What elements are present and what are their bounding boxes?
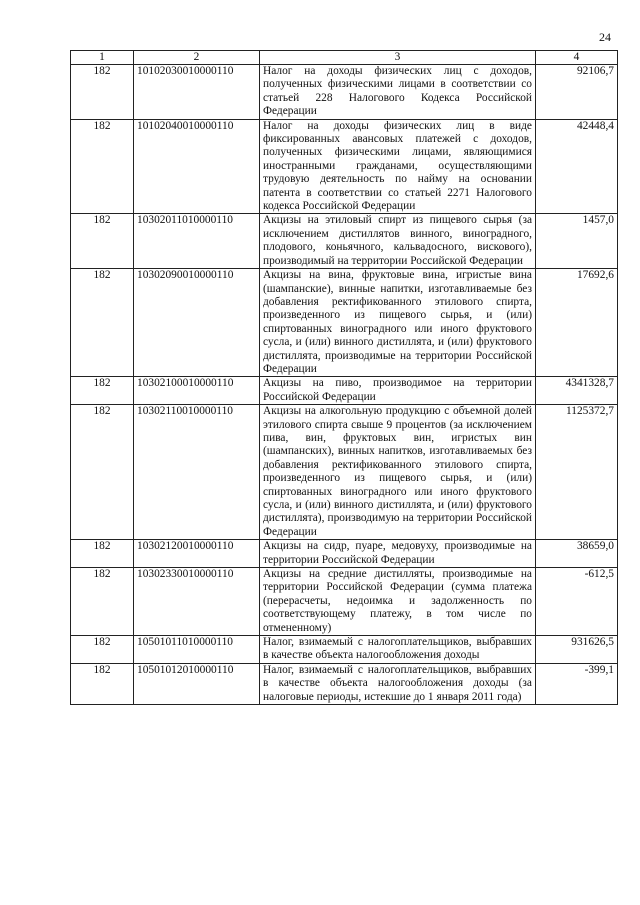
admin-code-cell: 182: [71, 405, 134, 540]
amount-cell: 92106,7: [536, 65, 618, 120]
amount-cell: -612,5: [536, 568, 618, 636]
table-row: [71, 119, 618, 214]
revenue-name-cell: Налог на доходы физических лиц с доходов, полученных физическими лицами в соответствии со статьей 228 Налогового Кодекса Российской Федерации: [260, 65, 536, 120]
table-row: [71, 269, 618, 377]
amount-cell: 17692,6: [536, 269, 618, 377]
amount-cell: -399,1: [536, 663, 618, 704]
revenue-name-cell: Акцизы на сидр, пуаре, медовуху, производимые на территории Российской Федерации: [260, 540, 536, 568]
table-row: [71, 405, 618, 540]
revenue-name-cell: Налог, взимаемый с налогоплательщиков, выбравших в качестве объекта налогообложения доходы: [260, 636, 536, 664]
amount-cell: 4341328,7: [536, 377, 618, 405]
admin-code-cell: 182: [71, 119, 134, 214]
budget-code-cell: 10302120010000110: [134, 540, 260, 568]
budget-code-cell: 10501012010000110: [134, 663, 260, 704]
revenue-name-cell: Акцизы на алкогольную продукцию с объемной долей этилового спирта свыше 9 процентов (за исключением пива, вин, фруктовых вин, игристых вин (шампанских), винных напитков, изготавливаемых без добавления ректификованного этилового спирта, произведенного из пищевого сырья, и (или) спиртованных виноградного или иного фруктового сусла, и (или) винного дистиллята, и (или) фруктового дистиллята), производимую на территории Российской Федерации: [260, 405, 536, 540]
budget-code-cell: 10102040010000110: [134, 119, 260, 214]
revenue-name-cell: Акцизы на этиловый спирт из пищевого сырья (за исключением дистиллятов винного, виноградного, плодового, коньячного, кальвадосного, вискового), производимый на территории Российской Федерации: [260, 214, 536, 269]
budget-code-cell: 10102030010000110: [134, 65, 260, 120]
budget-code-cell: 10302011010000110: [134, 214, 260, 269]
amount-cell: 1125372,7: [536, 405, 618, 540]
table-row: [71, 377, 618, 405]
revenue-name-cell: Налог, взимаемый с налогоплательщиков, выбравших в качестве объекта налогообложения доходы (за налоговые периоды, истекшие до 1 января 2011 года): [260, 663, 536, 704]
table-row: [71, 663, 618, 704]
admin-code-cell: 182: [71, 568, 134, 636]
admin-code-cell: 182: [71, 636, 134, 664]
budget-code-cell: 10302110010000110: [134, 405, 260, 540]
revenue-table: [70, 50, 618, 705]
budget-code-cell: 10302330010000110: [134, 568, 260, 636]
admin-code-cell: 182: [71, 269, 134, 377]
column-header-name: 3: [260, 51, 536, 65]
budget-code-cell: 10302090010000110: [134, 269, 260, 377]
column-header-code: 2: [134, 51, 260, 65]
budget-code-cell: 10302100010000110: [134, 377, 260, 405]
amount-cell: 38659,0: [536, 540, 618, 568]
column-header-admin: 1: [71, 51, 134, 65]
revenue-name-cell: Налог на доходы физических лиц в виде фиксированных авансовых платежей с доходов, полученных физическими лицами, являющимися иностранными гражданами, осуществляющими трудовую деятельность по найму на основании патента в соответствии со статьей 2271 Налогового кодекса Российской Федерации: [260, 119, 536, 214]
revenue-name-cell: Акцизы на вина, фруктовые вина, игристые вина (шампанские), винные напитки, изготавливаемые без добавления ректификованного этилового спирта, произведенного из пищевого сырья, и (или) спиртованных виноградного или иного фруктового сусла, и (или) винного дистиллята, и (или) фруктового дистиллята, производимые на территории Российской Федерации: [260, 269, 536, 377]
amount-cell: 931626,5: [536, 636, 618, 664]
page-number: 24: [599, 30, 611, 44]
revenue-name-cell: Акцизы на пиво, производимое на территории Российской Федерации: [260, 377, 536, 405]
table-row: [71, 540, 618, 568]
admin-code-cell: 182: [71, 663, 134, 704]
admin-code-cell: 182: [71, 377, 134, 405]
amount-cell: 42448,4: [536, 119, 618, 214]
header-row: [71, 51, 618, 65]
amount-cell: 1457,0: [536, 214, 618, 269]
budget-code-cell: 10501011010000110: [134, 636, 260, 664]
table-row: [71, 214, 618, 269]
column-header-amount: 4: [536, 51, 618, 65]
table-row: [71, 636, 618, 664]
admin-code-cell: 182: [71, 214, 134, 269]
admin-code-cell: 182: [71, 65, 134, 120]
revenue-name-cell: Акцизы на средние дистилляты, производимые на территории Российской Федерации (сумма платежа (перерасчеты, недоимка и задолженность по соответствующему платежу, в том числе по отмененному): [260, 568, 536, 636]
admin-code-cell: 182: [71, 540, 134, 568]
table-row: [71, 568, 618, 636]
table-row: [71, 65, 618, 120]
